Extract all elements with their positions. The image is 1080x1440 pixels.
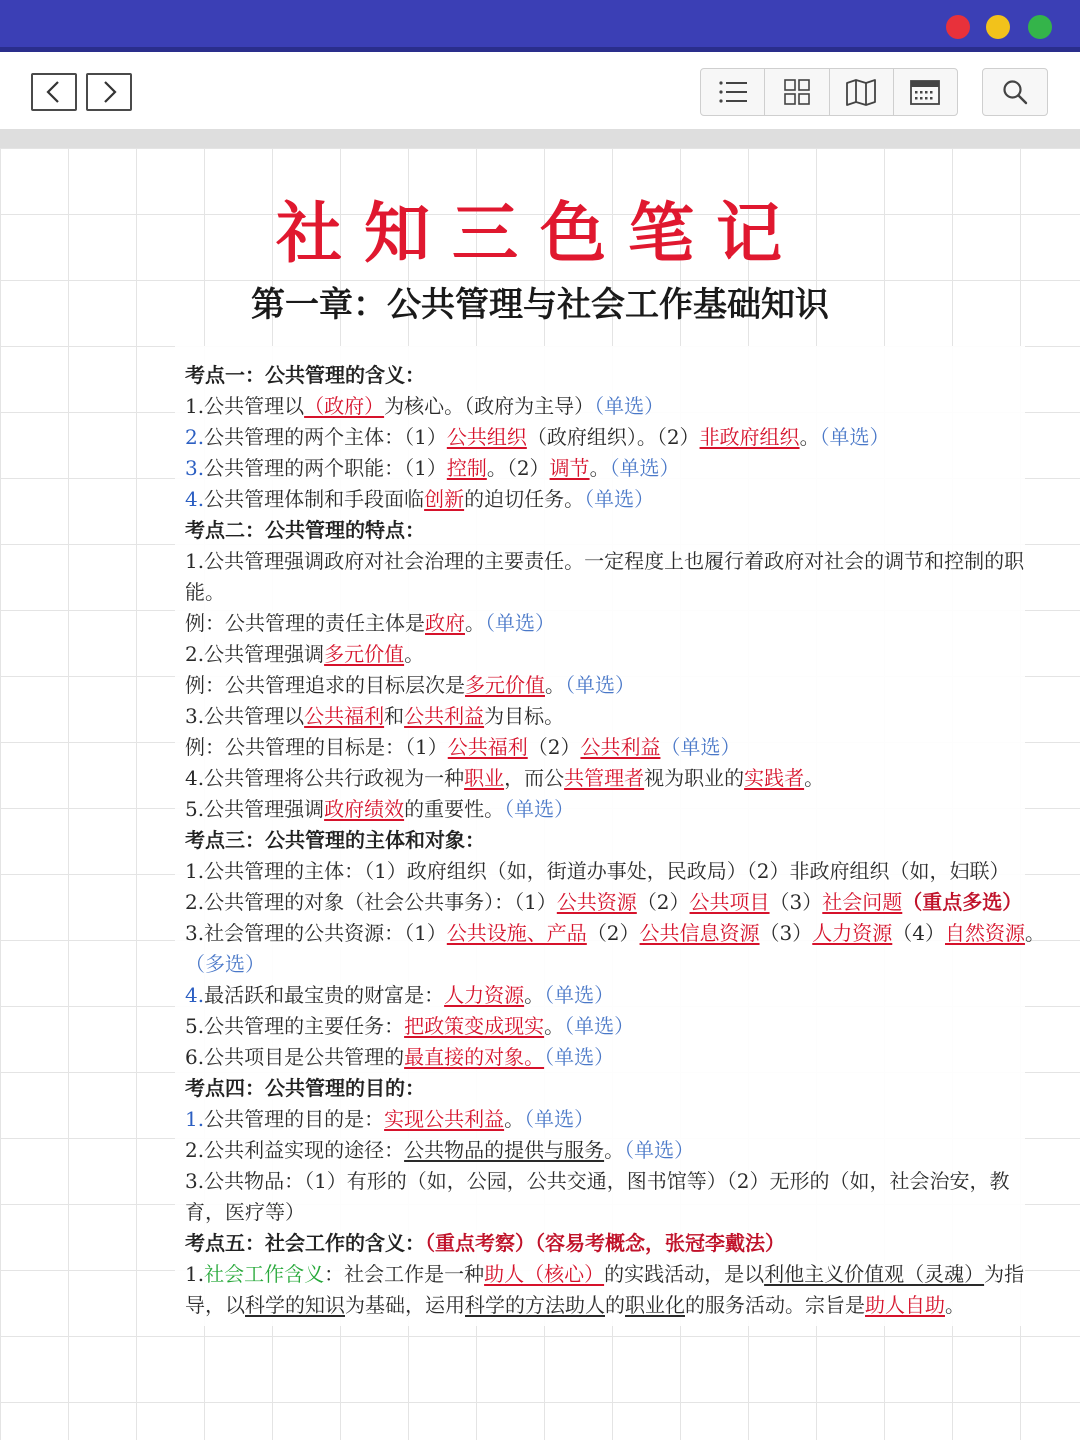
chapter-title: 第一章：公共管理与社会工作基础知识 xyxy=(251,285,829,325)
section-heading xyxy=(185,360,1017,391)
highlighted-keyword: 公共项目 xyxy=(689,890,770,914)
text-segment: 公共物品的提供与服务 xyxy=(404,1138,605,1162)
text-segment: 3.公共物品：（1）有形的（如，公园，公共交通，图书馆等）（2）无形的（如，社会治安，教 xyxy=(185,1169,1010,1193)
text-segment: 。 xyxy=(545,673,565,697)
question-type-tag: （单选） xyxy=(524,1107,595,1131)
text-segment: 和 xyxy=(384,704,405,728)
highlighted-keyword: 调节 xyxy=(549,456,590,480)
text-line xyxy=(185,1290,1017,1321)
text-line xyxy=(185,546,1025,577)
text-line xyxy=(185,1011,1017,1042)
minimize-window-button[interactable] xyxy=(986,15,1010,39)
text-line xyxy=(185,763,1017,794)
maximize-window-button[interactable] xyxy=(1028,15,1052,39)
text-segment: 4. xyxy=(185,487,205,511)
text-segment: 考点一：公共管理的含义： xyxy=(185,363,425,387)
text-segment: 科学的知识 xyxy=(245,1293,345,1317)
question-type-tag: （多选） xyxy=(185,952,265,976)
highlighted-keyword: 公共福利 xyxy=(447,735,528,759)
text-segment: 。 xyxy=(799,425,820,449)
text-segment: 最活跃和最宝贵的财富是： xyxy=(204,983,445,1007)
window-title-bar xyxy=(0,0,1080,52)
highlighted-keyword: （政府） xyxy=(304,394,385,418)
text-line xyxy=(185,701,1017,732)
text-segment: 能。 xyxy=(185,580,225,604)
text-line xyxy=(185,794,1017,825)
text-line xyxy=(185,608,1017,639)
map-button[interactable] xyxy=(830,69,894,115)
section-heading xyxy=(185,515,1017,546)
text-segment: 2.公共利益实现的途径： xyxy=(185,1138,405,1162)
text-segment: 2.公共管理强调 xyxy=(185,642,325,666)
document-page xyxy=(175,346,1046,1326)
list-view-button[interactable] xyxy=(701,69,765,115)
text-segment: 3. xyxy=(185,456,205,480)
text-segment: 考点三：公共管理的主体和对象： xyxy=(185,828,485,852)
text-segment: 3.公共管理以 xyxy=(185,704,305,728)
grid-view-button[interactable] xyxy=(765,69,829,115)
close-window-button[interactable] xyxy=(946,15,970,39)
text-segment: （政府组织）。（2） xyxy=(526,425,700,449)
text-segment: 为核心。（政府为主导） xyxy=(384,394,595,418)
text-segment: （3） xyxy=(769,890,823,914)
text-segment: 。 xyxy=(589,456,610,480)
text-line xyxy=(185,887,1023,918)
text-segment: 1. xyxy=(185,1262,205,1286)
text-line xyxy=(185,1104,1017,1135)
highlighted-keyword: 助人（核心） xyxy=(484,1262,605,1286)
text-segment: 为指 xyxy=(984,1262,1025,1286)
highlighted-keyword: 控制 xyxy=(446,456,487,480)
highlighted-keyword: 多元价值 xyxy=(465,673,545,697)
question-type-tag: （单选） xyxy=(485,611,555,635)
highlighted-keyword: 人力资源 xyxy=(812,921,893,945)
text-segment: 利他主义价值观（灵魂） xyxy=(764,1262,985,1286)
text-segment: （4） xyxy=(892,921,946,945)
question-type-tag: （单选） xyxy=(504,797,575,821)
text-segment: 6.公共项目是公共管理的 xyxy=(185,1045,405,1069)
text-segment: 。 xyxy=(504,1107,525,1131)
text-line xyxy=(185,949,1017,980)
text-line xyxy=(185,484,1017,515)
text-segment: 。 xyxy=(544,1014,565,1038)
text-line xyxy=(185,422,1017,453)
calendar-icon xyxy=(909,78,941,106)
text-segment: （3） xyxy=(759,921,813,945)
highlighted-keyword: 助人自助 xyxy=(865,1293,945,1317)
text-segment: 1.公共管理强调政府对社会治理的主要责任。一定程度上也履行着政府对社会的调节和控制的职 xyxy=(185,549,1025,573)
view-tools xyxy=(700,68,958,116)
text-segment: 4.公共管理将公共行政视为一种 xyxy=(185,766,465,790)
text-segment: 考点二：公共管理的特点： xyxy=(185,518,425,542)
highlighted-keyword: 最直接的对象。 xyxy=(404,1045,545,1069)
text-segment: 。 xyxy=(945,1293,965,1317)
text-segment: （2） xyxy=(586,921,640,945)
text-segment: 。 xyxy=(465,611,485,635)
list-icon xyxy=(717,79,749,105)
text-segment: 为基础，运用 xyxy=(345,1293,465,1317)
text-segment: 的 xyxy=(605,1293,625,1317)
question-type-tag: （单选） xyxy=(584,487,655,511)
text-segment: 。（2） xyxy=(486,456,550,480)
highlighted-keyword: 社会问题 xyxy=(822,890,903,914)
grid-icon xyxy=(783,78,811,106)
text-line xyxy=(185,453,1017,484)
chevron-left-icon xyxy=(33,75,75,109)
text-segment: 3.社会管理的公共资源：（1） xyxy=(185,921,447,945)
highlighted-keyword: 公共利益 xyxy=(404,704,485,728)
text-segment: 的实践活动，是以 xyxy=(604,1262,765,1286)
highlighted-keyword: 实现公共利益 xyxy=(384,1107,505,1131)
text-line xyxy=(185,856,1017,887)
text-segment: 公共管理的目的是： xyxy=(204,1107,385,1131)
text-line xyxy=(185,732,1017,763)
text-segment: 。 xyxy=(604,1138,625,1162)
question-type-tag: （单选） xyxy=(624,1138,695,1162)
text-segment: 4. xyxy=(185,983,205,1007)
highlighted-keyword: 公共利益 xyxy=(580,735,661,759)
text-segment: 例：公共管理追求的目标层次是 xyxy=(185,673,465,697)
section-heading xyxy=(185,1073,1017,1104)
highlighted-keyword: 公共资源 xyxy=(556,890,637,914)
question-type-tag: （单选） xyxy=(819,425,890,449)
text-segment: 公共管理的两个主体：（1） xyxy=(204,425,447,449)
text-segment: ，而公 xyxy=(504,766,565,790)
text-segment: 为目标。 xyxy=(484,704,565,728)
highlighted-keyword: 自然资源 xyxy=(945,921,1026,945)
text-segment: 考点四：公共管理的目的： xyxy=(185,1076,425,1100)
text-segment: 1. xyxy=(185,1107,205,1131)
highlighted-keyword: 共管理者 xyxy=(564,766,645,790)
text-line xyxy=(185,1259,1025,1290)
highlighted-keyword: 政府绩效 xyxy=(324,797,405,821)
calendar-button[interactable] xyxy=(894,69,957,115)
text-line xyxy=(185,1042,1017,1073)
text-segment: 公共管理的两个职能：（1） xyxy=(204,456,447,480)
highlighted-keyword: 政府 xyxy=(425,611,465,635)
forward-button[interactable] xyxy=(86,73,132,111)
text-segment: ：社会工作是一种 xyxy=(324,1262,485,1286)
text-line xyxy=(185,670,1017,701)
question-type-tag: （单选） xyxy=(544,983,615,1007)
text-segment: 。 xyxy=(1025,921,1046,945)
text-segment: （2） xyxy=(636,890,690,914)
document-lines xyxy=(175,346,1046,1321)
text-segment: （重点考察）（容易考概念，张冠李戴法） xyxy=(425,1231,785,1255)
section-heading xyxy=(185,825,1017,856)
highlighted-keyword: 公共信息资源 xyxy=(639,921,760,945)
text-line xyxy=(185,391,1017,422)
text-segment: 社会工作含义 xyxy=(204,1262,325,1286)
text-segment: 的服务活动。宗旨是 xyxy=(685,1293,865,1317)
search-icon xyxy=(1001,78,1029,106)
text-line xyxy=(185,1135,1017,1166)
text-line xyxy=(185,639,1017,670)
text-segment: 。 xyxy=(524,983,545,1007)
text-segment: 例：公共管理的目标是：（1） xyxy=(185,735,448,759)
highlighted-keyword: 公共设施、产品 xyxy=(446,921,587,945)
text-segment: 职业化 xyxy=(625,1293,685,1317)
text-line xyxy=(185,980,1017,1011)
text-segment: （2） xyxy=(527,735,581,759)
question-type-tag: （单选） xyxy=(660,735,741,759)
search-button[interactable] xyxy=(982,68,1048,116)
notes-headline: 社知三色笔记 xyxy=(276,195,804,272)
question-type-tag: （单选） xyxy=(544,1045,615,1069)
highlighted-keyword: 实践者 xyxy=(744,766,805,790)
map-icon xyxy=(845,78,877,106)
text-segment: 公共管理体制和手段面临 xyxy=(204,487,425,511)
highlighted-keyword: 公共福利 xyxy=(304,704,385,728)
text-segment: 考点五：社会工作的含义： xyxy=(185,1231,425,1255)
question-type-tag: （单选） xyxy=(565,673,635,697)
chevron-right-icon xyxy=(88,75,130,109)
highlighted-keyword: 人力资源 xyxy=(444,983,525,1007)
text-segment: 1.公共管理的主体：（1）政府组织（如，街道办事处，民政局）（2）非政府组织（如，妇联） xyxy=(185,859,1010,883)
text-segment: （重点多选） xyxy=(902,890,1023,914)
text-segment: 的重要性。 xyxy=(404,797,505,821)
text-segment: 育，医疗等） xyxy=(185,1200,305,1224)
text-segment: 视为职业的 xyxy=(644,766,745,790)
highlighted-keyword: 多元价值 xyxy=(324,642,405,666)
text-segment: 5.公共管理的主要任务： xyxy=(185,1014,405,1038)
text-segment: 例：公共管理的责任主体是 xyxy=(185,611,425,635)
text-segment: 5.公共管理强调 xyxy=(185,797,325,821)
question-type-tag: （单选） xyxy=(564,1014,635,1038)
text-line xyxy=(185,1197,1017,1228)
highlighted-keyword: 把政策变成现实 xyxy=(404,1014,545,1038)
highlighted-keyword: 非政府组织 xyxy=(699,425,800,449)
highlighted-keyword: 职业 xyxy=(464,766,505,790)
text-segment: 2.公共管理的对象（社会公共事务）：（1） xyxy=(185,890,557,914)
section-heading xyxy=(185,1228,1017,1259)
text-segment: 科学的方法助人 xyxy=(465,1293,605,1317)
text-line xyxy=(185,577,1017,608)
back-button[interactable] xyxy=(31,73,77,111)
text-segment: 。 xyxy=(804,766,825,790)
highlighted-keyword: 创新 xyxy=(424,487,465,511)
question-type-tag: （单选） xyxy=(609,456,680,480)
text-segment: 的迫切任务。 xyxy=(464,487,585,511)
text-segment: 。 xyxy=(404,642,425,666)
text-line xyxy=(185,918,1046,949)
text-line xyxy=(185,1166,1017,1197)
toolbar-separator xyxy=(0,129,1080,148)
highlighted-keyword: 公共组织 xyxy=(446,425,527,449)
text-segment: 2. xyxy=(185,425,205,449)
text-segment: 导，以 xyxy=(185,1293,245,1317)
text-segment: 1.公共管理以 xyxy=(185,394,305,418)
question-type-tag: （单选） xyxy=(594,394,665,418)
